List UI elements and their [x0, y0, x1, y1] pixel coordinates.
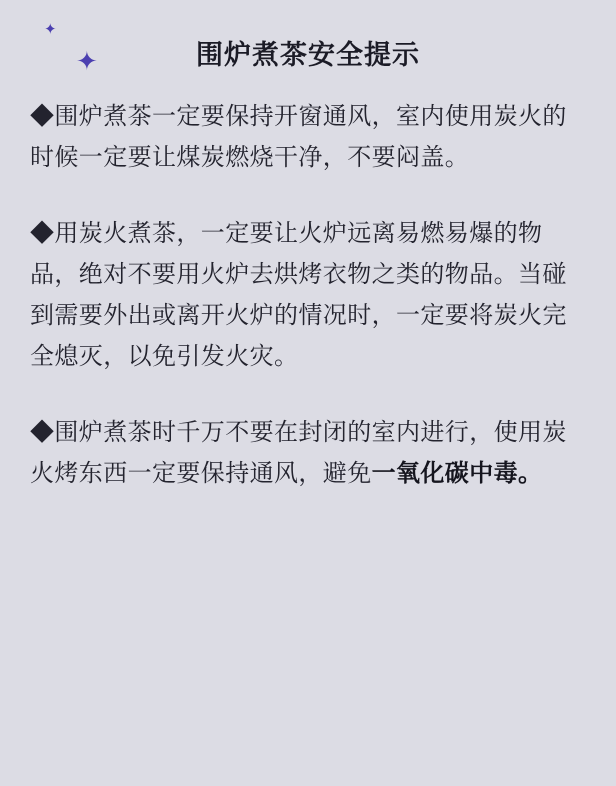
document-header: [30, 0, 586, 96]
paragraph-carbon-monoxide-lead: ◆围炉煮茶时千万不要在封闭的室内进行，使用炭火烤东西一定要保持通风，避免: [30, 418, 567, 487]
sparkle-large-icon: ✦: [76, 46, 98, 76]
paragraph-carbon-monoxide-tail: 。: [518, 459, 543, 487]
paragraph-carbon-monoxide-emphasis: 一氧化碳中毒: [371, 459, 519, 487]
paragraph-fire-safety: ◆用炭火煮茶，一定要让火炉远离易燃易爆的物品，绝对不要用火炉去烘烤衣物之类的物品。当碰到需要外出或离开火炉的情况时，一定要将炭火完全熄灭，以免引发火灾。: [30, 219, 567, 371]
paragraph-ventilation: ◆围炉煮茶一定要保持开窗通风，室内使用炭火的时候一定要让煤炭燃烧干净，不要闷盖。: [30, 103, 567, 172]
sparkle-icon: ✦: [44, 21, 57, 38]
page-title: 围炉煮茶安全提示: [196, 40, 420, 70]
document-body: [30, 96, 586, 494]
paragraph-carbon-monoxide: [30, 412, 586, 495]
